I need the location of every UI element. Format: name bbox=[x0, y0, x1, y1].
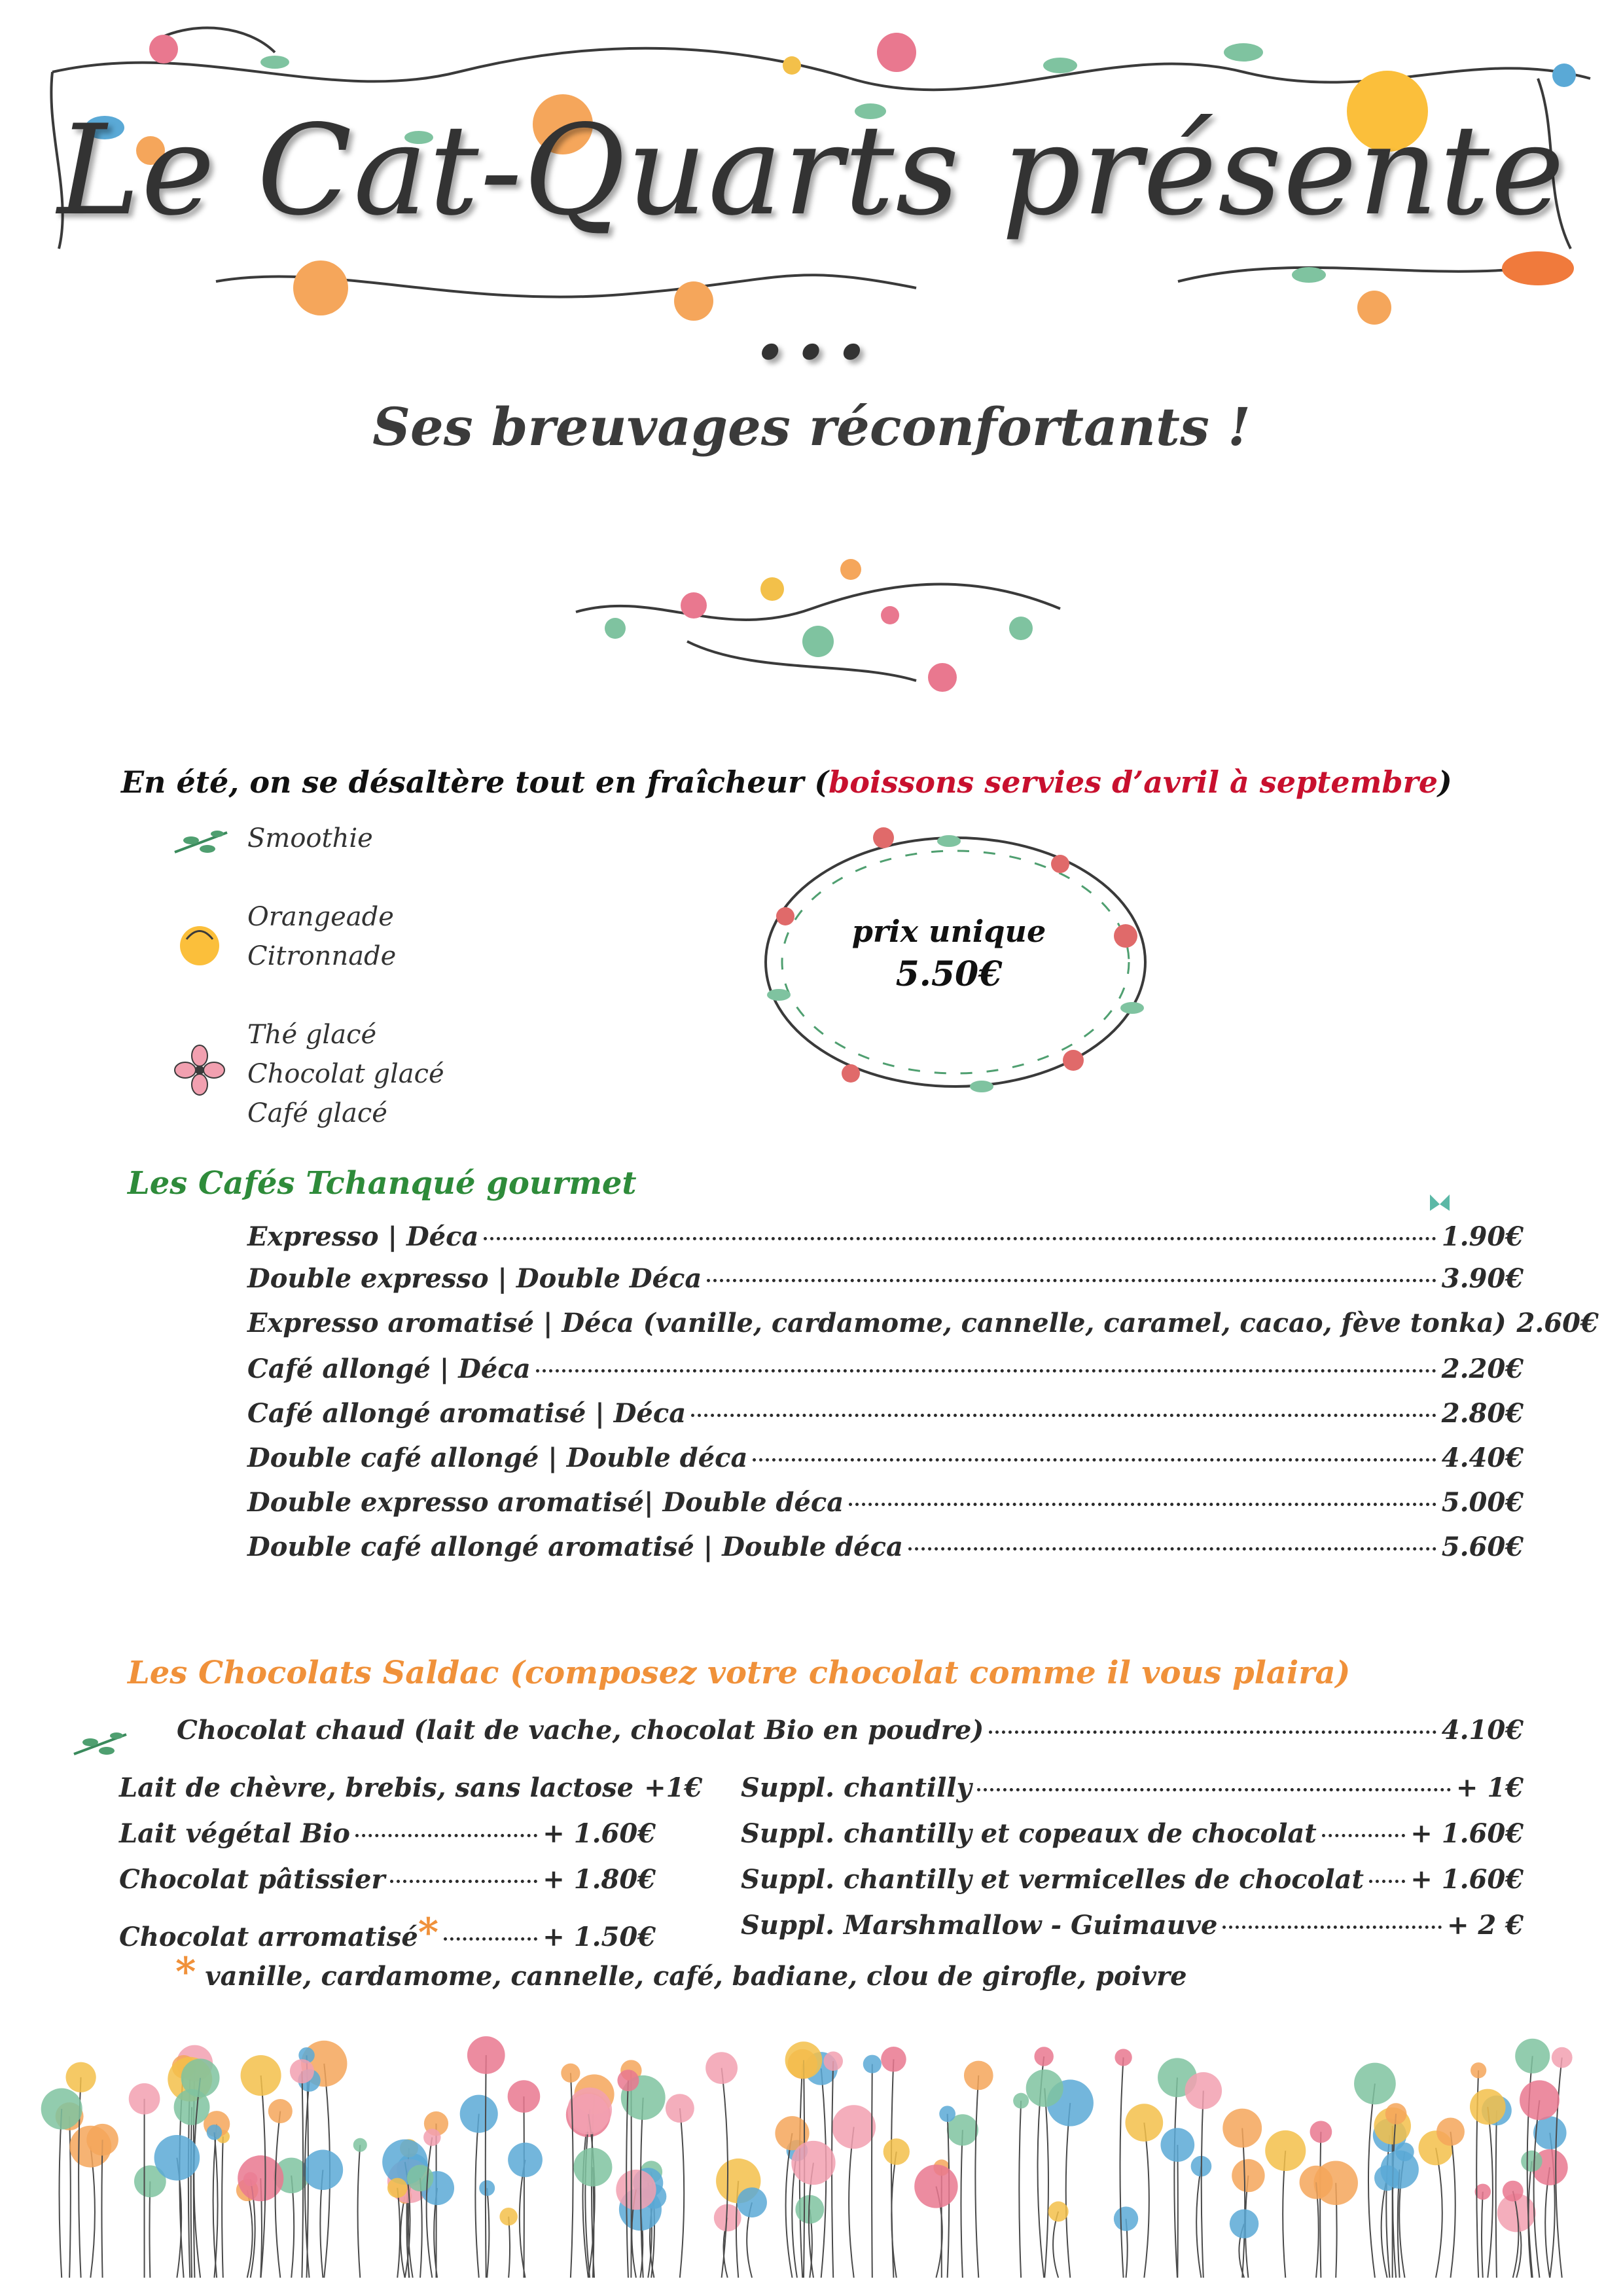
flower-stem bbox=[1496, 2110, 1497, 2278]
flower-stem bbox=[401, 2197, 405, 2278]
drink-chocolat-glace: Chocolat glacé bbox=[247, 1059, 444, 1089]
summer-heading-start: En été, on se désaltère tout en fraîcheur ( bbox=[121, 764, 829, 800]
wildflower bbox=[785, 2041, 823, 2079]
wildflower bbox=[791, 2141, 835, 2185]
flower-stem bbox=[961, 2130, 962, 2278]
flower-stem bbox=[487, 2188, 489, 2278]
flower-stem bbox=[247, 2190, 253, 2278]
wildflower bbox=[290, 2059, 314, 2083]
chocolat-supplement-row: Suppl. chantilly + 1€ bbox=[741, 1772, 1524, 1803]
wildflower bbox=[1385, 2103, 1407, 2125]
wildflower bbox=[737, 2187, 767, 2217]
wildflower bbox=[1521, 2151, 1543, 2172]
wildflower bbox=[181, 2058, 220, 2097]
wildflower bbox=[1230, 2210, 1258, 2238]
flower-stem bbox=[1436, 2148, 1442, 2278]
wildflower bbox=[1310, 2121, 1332, 2143]
wildflower bbox=[154, 2135, 200, 2181]
cafe-row: Expresso | Déca 1.90€ bbox=[247, 1221, 1524, 1252]
cafe-row: Expresso aromatisé | Déca (vanille, cardamome, cannelle, caramel, cacao, fève tonka) 2.60€ bbox=[247, 1308, 1599, 1338]
wildflower bbox=[705, 2052, 738, 2084]
cafe-row: Café allongé aromatisé | Déca 2.80€ bbox=[247, 1398, 1524, 1429]
flower-stem bbox=[475, 2114, 478, 2278]
flower-stem bbox=[69, 2117, 71, 2278]
flower-stem bbox=[849, 2127, 854, 2278]
wildflower bbox=[1520, 2080, 1560, 2120]
wildflower bbox=[1265, 2130, 1306, 2171]
flower-stem bbox=[222, 2136, 223, 2278]
chocolat-option-row: Chocolat arromatisé * + 1.50€ bbox=[119, 1910, 656, 1956]
wildflower bbox=[939, 2106, 955, 2122]
wildflower bbox=[238, 2155, 283, 2201]
chocolat-option-row: Chocolat pâtissier + 1.80€ bbox=[119, 1864, 656, 1895]
wildflower bbox=[1026, 2070, 1063, 2107]
wildflower bbox=[1048, 2201, 1069, 2221]
wildflower bbox=[573, 2148, 612, 2187]
flower-stem bbox=[1177, 2145, 1178, 2278]
wildflower bbox=[883, 2138, 910, 2164]
chocolats-heading: Les Chocolats Saldac (composez votre chocolat comme il vous plaira) bbox=[128, 1655, 1351, 1691]
wildflower bbox=[65, 2062, 96, 2092]
wildflower bbox=[1354, 2063, 1396, 2105]
cafes-heading: Les Cafés Tchanqué gourmet bbox=[128, 1165, 637, 1202]
chocolat-supplement-row: Suppl. Marshmallow - Guimauve + 2 € bbox=[741, 1910, 1524, 1941]
drink-orangeade: Orangeade bbox=[247, 902, 394, 932]
flower-stem bbox=[60, 2109, 62, 2278]
wildflower bbox=[1160, 2128, 1194, 2162]
flower-stem bbox=[358, 2145, 361, 2278]
flower-stem bbox=[1044, 2088, 1048, 2278]
wildflower bbox=[1115, 2049, 1132, 2066]
wildflower bbox=[86, 2124, 118, 2156]
page-subtitle: Ses breuvages réconfortants ! bbox=[372, 396, 1251, 457]
flower-stem bbox=[680, 2108, 684, 2278]
wildflower bbox=[241, 2055, 281, 2096]
wildflower bbox=[1125, 2104, 1163, 2142]
wildflower bbox=[1380, 2150, 1418, 2188]
flower-stem bbox=[1120, 2057, 1124, 2278]
flower-stem bbox=[1066, 2103, 1071, 2278]
wildflower bbox=[508, 2143, 543, 2178]
summer-heading-end: ) bbox=[1438, 764, 1452, 800]
cafe-row: Double café allongé aromatisé | Double déca 5.60€ bbox=[247, 1532, 1524, 1562]
flower-stem bbox=[1019, 2101, 1021, 2278]
flower-stem bbox=[1196, 2166, 1201, 2278]
wildflower bbox=[467, 2036, 505, 2074]
wildflower bbox=[41, 2089, 82, 2130]
cafe-row: Café allongé | Déca 2.20€ bbox=[247, 1354, 1524, 1384]
flower-stem bbox=[1174, 2077, 1177, 2278]
chocolat-supplement-row: Suppl. chantilly et copeaux de chocolat + 1.60€ bbox=[741, 1818, 1524, 1849]
wildflower bbox=[666, 2094, 694, 2123]
wildflower bbox=[129, 2083, 160, 2115]
flower-stem bbox=[420, 2178, 422, 2278]
wildflower bbox=[1503, 2181, 1524, 2202]
wildflower bbox=[823, 2051, 843, 2071]
chocolat-main-row: Chocolat chaud (lait de vache, chocolat Bio en poudre) 4.10€ bbox=[177, 1715, 1524, 1746]
wildflower bbox=[1013, 2093, 1029, 2109]
flavor-note-text: vanille, cardamome, cannelle, café, badiane, clou de girofle, poivre bbox=[205, 1961, 1187, 1992]
chocolat-option-row: Lait de chèvre, brebis, sans lactose +1€ bbox=[119, 1772, 703, 1803]
wildflower bbox=[499, 2208, 517, 2225]
wildflower bbox=[1552, 2047, 1573, 2068]
wildflower bbox=[353, 2138, 367, 2152]
price-unique-value: 5.50€ bbox=[895, 954, 1003, 994]
wildflower bbox=[1436, 2118, 1465, 2146]
chocolat-option-row: Lait végétal Bio + 1.60€ bbox=[119, 1818, 656, 1849]
wildflower bbox=[1232, 2159, 1264, 2192]
wildflower bbox=[832, 2105, 876, 2149]
wildflower bbox=[407, 2165, 434, 2192]
wildflower bbox=[1533, 2116, 1567, 2149]
wildflower bbox=[207, 2125, 222, 2140]
wildflower bbox=[508, 2080, 541, 2113]
flower-stem bbox=[1242, 2128, 1245, 2278]
wildflower bbox=[881, 2047, 906, 2072]
wildflower bbox=[863, 2055, 882, 2073]
drink-cafe-glace: Café glacé bbox=[247, 1098, 387, 1128]
wildflower bbox=[1515, 2039, 1550, 2073]
wildflower bbox=[1034, 2047, 1053, 2066]
drink-the-glace: Thé glacé bbox=[247, 1020, 377, 1050]
flower-stem bbox=[1320, 2132, 1321, 2278]
flower-stem bbox=[397, 2188, 400, 2278]
flower-stem bbox=[1482, 2192, 1483, 2278]
wildflower bbox=[964, 2061, 993, 2090]
wildflower bbox=[561, 2064, 580, 2083]
flower-stem bbox=[1368, 2083, 1375, 2278]
flower-stem bbox=[975, 2075, 978, 2278]
wildflower bbox=[423, 2128, 440, 2145]
wildflower bbox=[1222, 2109, 1262, 2148]
summer-heading-season: boissons servies d’avril à septembre bbox=[829, 764, 1438, 800]
drink-smoothie: Smoothie bbox=[247, 823, 373, 853]
flower-stem bbox=[191, 2107, 192, 2278]
wildflower bbox=[1300, 2166, 1333, 2199]
cafe-row: Double café allongé | Double déca 4.40€ bbox=[247, 1443, 1524, 1473]
page-title: Le Cat-Quarts présente ... bbox=[57, 98, 1566, 387]
wildflower bbox=[617, 2070, 639, 2091]
chocolat-supplement-row: Suppl. chantilly et vermicelles de chocolat + 1.60€ bbox=[741, 1864, 1524, 1895]
wildflower bbox=[914, 2164, 957, 2208]
flower-stem bbox=[101, 2140, 102, 2278]
wildflower bbox=[268, 2099, 293, 2123]
price-unique-label: prix unique bbox=[851, 914, 1046, 949]
flower-stem bbox=[508, 2217, 510, 2278]
wildflower bbox=[568, 2094, 609, 2134]
cafe-row: Double expresso aromatisé| Double déca 5.00€ bbox=[247, 1487, 1524, 1518]
wildflower bbox=[1114, 2206, 1138, 2231]
wildflower bbox=[1470, 2089, 1506, 2125]
drink-citronnade: Citronnade bbox=[247, 941, 397, 971]
note-asterisk: * bbox=[175, 1949, 196, 1995]
wildflower bbox=[1471, 2062, 1486, 2078]
asterisk-mark: * bbox=[418, 1910, 439, 1956]
wildflower bbox=[616, 2170, 656, 2210]
wildflower bbox=[479, 2180, 495, 2196]
flower-stem bbox=[1202, 2090, 1204, 2278]
cafe-row: Double expresso | Double Déca 3.90€ bbox=[247, 1263, 1524, 1294]
wildflower bbox=[1185, 2072, 1222, 2109]
flower-stem bbox=[1144, 2123, 1149, 2278]
wildflower bbox=[387, 2178, 407, 2198]
wildflower bbox=[303, 2150, 343, 2190]
wildflower bbox=[460, 2095, 498, 2133]
